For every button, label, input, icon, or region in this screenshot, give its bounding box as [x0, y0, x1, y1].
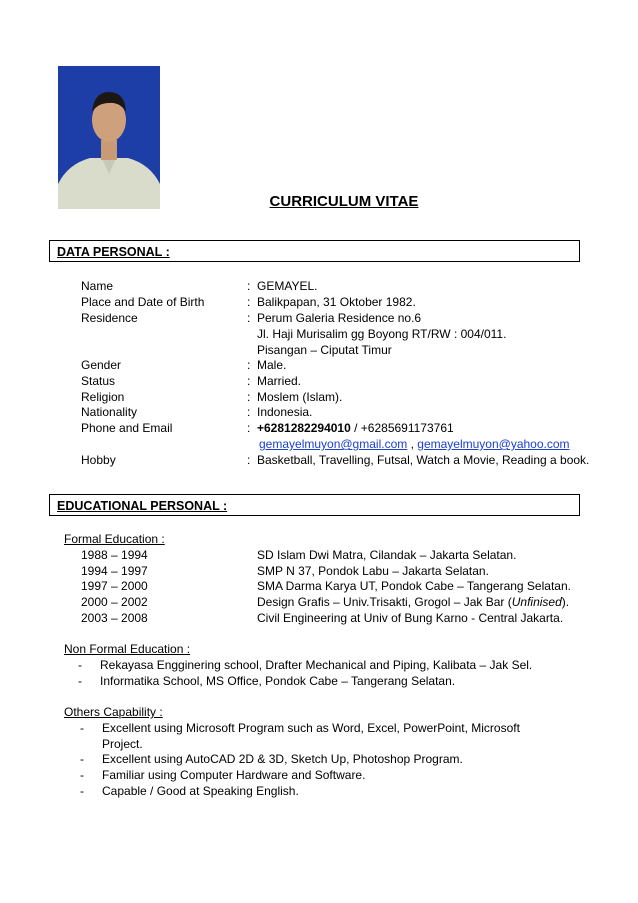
section-title: EDUCATIONAL PERSONAL : [57, 499, 228, 513]
email-link-gmail[interactable]: gemayelmuyon@gmail.com [259, 437, 408, 451]
section-title: DATA PERSONAL : [57, 245, 170, 259]
phone-primary: +6281282294010 [257, 421, 351, 435]
phone-secondary: +6285691173761 [360, 421, 454, 435]
section-header-personal [49, 240, 580, 262]
email-link-yahoo[interactable]: gemayelmuyon@yahoo.com [417, 437, 570, 451]
profile-photo [58, 66, 160, 209]
nonformal-education-heading: Non Formal Education : [64, 642, 191, 656]
others-capability-heading: Others Capability : [64, 705, 163, 719]
document-title: CURRICULUM VITAE [269, 193, 419, 210]
formal-education-heading: Formal Education : [64, 532, 165, 546]
section-header-education [49, 494, 580, 516]
